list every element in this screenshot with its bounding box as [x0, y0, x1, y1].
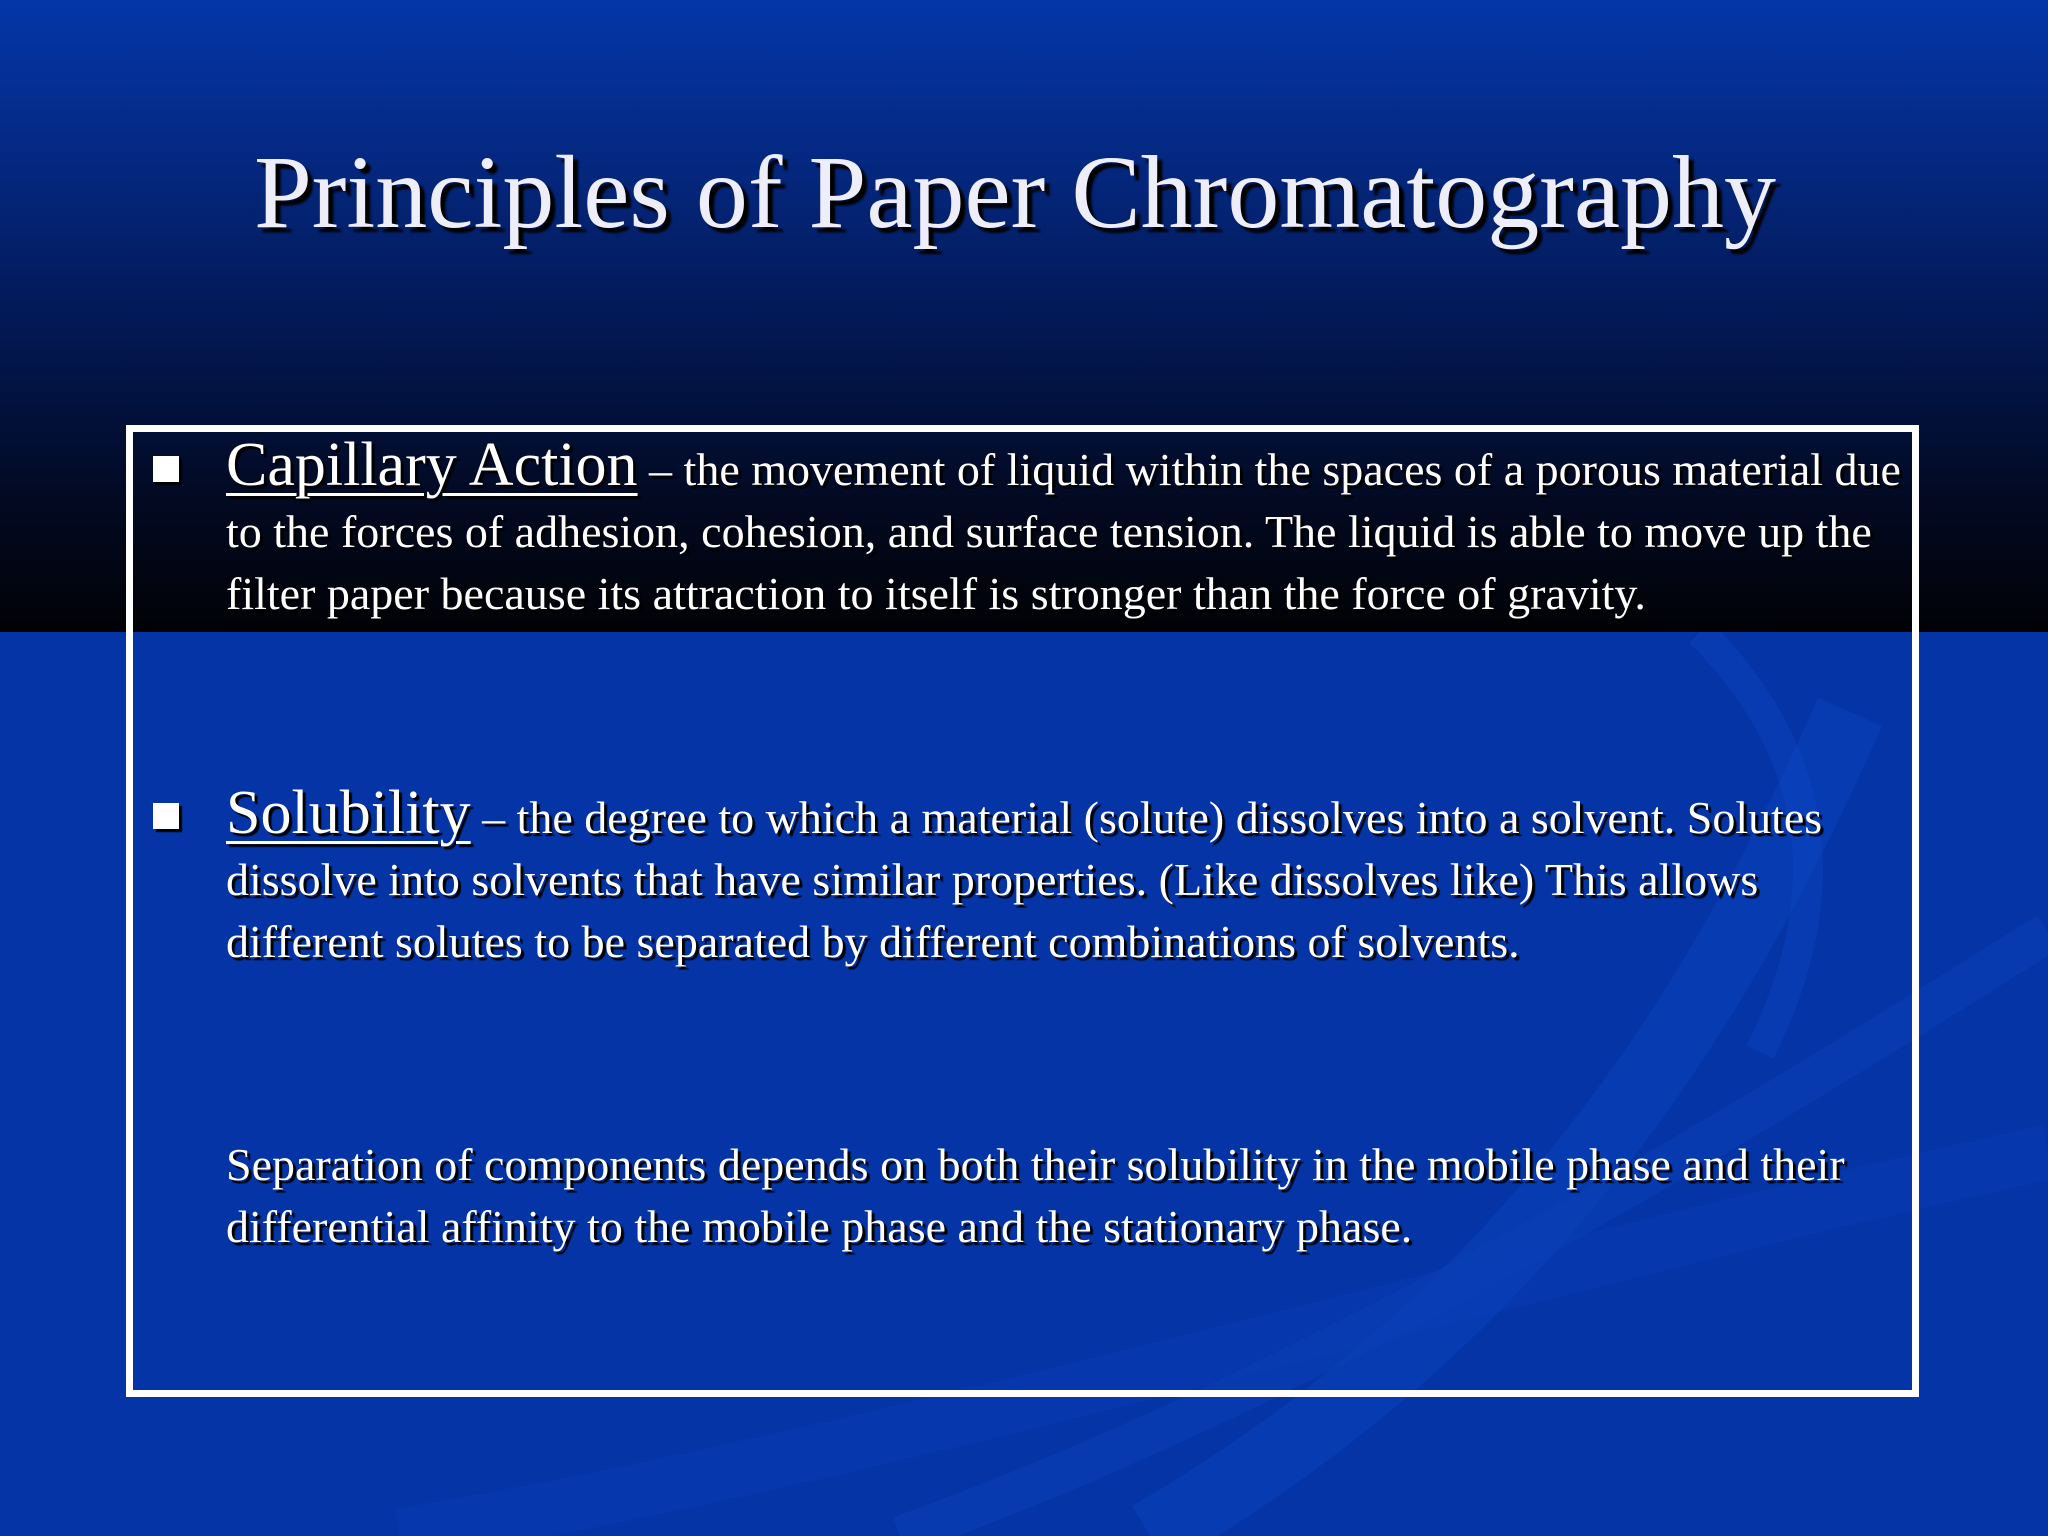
bullet-square-icon — [153, 456, 179, 482]
bullet-capillary-action — [226, 431, 1906, 625]
definition-capillary-action: – the movement of liquid within the spaces of a porous material due to the forces of adhesion, cohesion, and surface tension. The liquid is able to move up the filter paper because its attraction to itself is stronger than the force of gravity. — [226, 444, 1901, 619]
bullet-solubility — [226, 779, 1906, 973]
separation-paragraph: Separation of components depends on both their solubility in the mobile phase and their differential affinity to the mobile phase and the stationary phase. — [226, 1139, 1845, 1252]
term-capillary-action: Capillary Action — [226, 431, 638, 499]
slide-title: Principles of Paper Chromatography — [253, 135, 1777, 250]
bullet-square-icon — [153, 803, 179, 829]
term-solubility: Solubility — [226, 779, 471, 847]
definition-solubility: – the degree to which a material (solute) dissolves into a solvent. Solutes dissolve into solvents that have similar properties. (Like dissolves like) This allows different solutes to be separated by different combinations of solvents. — [226, 792, 1823, 967]
